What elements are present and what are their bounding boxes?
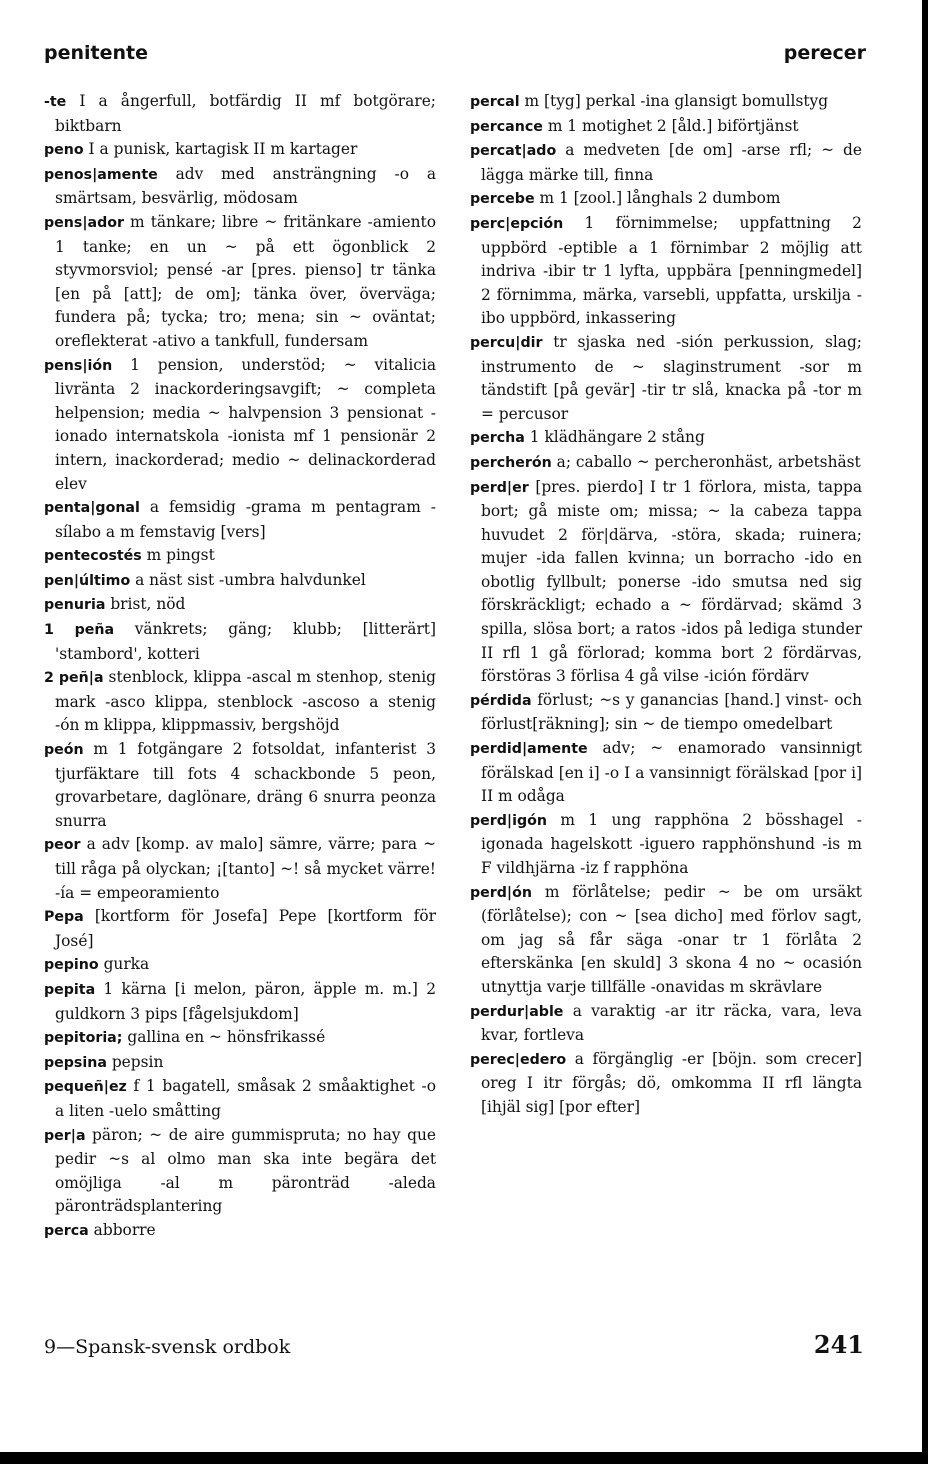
entry-definition: brist, nöd (110, 595, 186, 614)
entry-definition: m pingst (146, 546, 215, 565)
entry-definition: förlust; ~s y ganancias [hand.] vinst- och förlust[räkning]; sin ~ de tiempo omedelbart (481, 690, 862, 734)
entry-headword: percha (470, 430, 525, 447)
dictionary-entry (44, 163, 436, 211)
entry-definition: m [tyg] perkal -ina glansigt bomullstyg (524, 92, 829, 110)
dictionary-entry (44, 1026, 436, 1051)
entry-definition: 1 förnimmelse; uppfattning 2 uppbörd -eptible a 1 förnimbar 2 möjlig att indriva -ibir tr 1 lyfta, uppbära [penningmedel] 2 förnimma, märka, varsebli, uppfatta, urskilja -ibo uppbörd, inkassering (481, 213, 862, 328)
entry-definition: a adv [komp. av malo] sämre, värre; para ~ till råga på olyckan; ¡[tanto] ~! så mycket värre! -ía = empeoramiento (55, 835, 436, 902)
entry-headword: peor (44, 837, 81, 854)
entry-definition: f 1 bagatell, småsak 2 småaktighet -o a liten -uelo småtting (55, 1077, 436, 1120)
dictionary-entry (44, 833, 436, 905)
entry-headword: perdid|amente (470, 741, 588, 758)
dictionary-entry (470, 331, 862, 426)
entry-definition: vänkrets; gäng; klubb; [litterärt] 'stambord', kotteri (55, 620, 436, 663)
entry-headword: perdur|able (470, 1003, 564, 1020)
entry-headword: peón (44, 742, 84, 759)
dictionary-entry (470, 212, 862, 331)
dictionary-entry (44, 496, 436, 544)
scan-edge-bottom (0, 1452, 928, 1464)
entry-definition: adv; ~ enamorado vansinnigt förälskad [en i] -o I a vansinnigt förälskad [por i] II m odåga (481, 739, 862, 806)
entry-headword: 2 peñ|a (44, 670, 104, 687)
dictionary-entry (44, 1124, 436, 1219)
entry-headword: pérdida (470, 692, 532, 709)
dictionary-entry (44, 90, 436, 138)
entry-headword: pens|ión (44, 357, 113, 374)
entry-headword: pens|ador (44, 214, 124, 231)
dictionary-entry (44, 354, 436, 497)
entry-definition: tr sjaska ned -sión perkussion, slag; instrumento de ~ slaginstrument -sor m tändstift [på gevär] -tir tr slå, knacka på -tor m = percusor (481, 332, 862, 423)
entry-headword: percebe (470, 191, 535, 208)
dictionary-entry (470, 451, 862, 476)
entry-headword: per|a (44, 1127, 86, 1144)
entry-headword: Pepa (44, 909, 84, 926)
dictionary-entry (470, 1000, 862, 1048)
entry-definition: a femsidig -grama m pentagram -sílabo a m femstavig [vers] (55, 498, 436, 541)
dictionary-entry (470, 476, 862, 689)
entry-definition: 1 pension, understöd; ~ vitalicia livränta 2 inackorderingsavgift; ~ completa helpension; media ~ halvpension 3 pensionat -ionado internatskola -ionista mf 1 pensionär 2 intern, inackorderad; medio ~ delinackorderad elev (55, 355, 436, 493)
entry-definition: [kortform för Josefa] Pepe [kortform för José] (55, 907, 436, 950)
entry-headword: 1 peña (44, 622, 115, 639)
dictionary-entry (44, 544, 436, 569)
dictionary-entry (470, 187, 862, 212)
entry-definition: abborre (93, 1220, 156, 1239)
dictionary-entry (470, 90, 862, 115)
entry-definition: gurka (103, 955, 150, 974)
dictionary-entry (470, 737, 862, 809)
dictionary-entry (44, 138, 436, 163)
entry-definition: I a punisk, kartagisk II m kartager (88, 140, 358, 159)
entry-headword: percherón (470, 454, 552, 471)
entry-definition: adv med ansträngning -o a smärtsam, besvärlig, mödosam (55, 164, 436, 208)
dictionary-entry (44, 211, 436, 354)
entry-headword: pen|último (44, 572, 131, 589)
dictionary-entry (44, 666, 436, 738)
entry-headword: -te (44, 94, 67, 110)
entry-headword: percal (470, 94, 520, 110)
entry-headword: perd|ón (470, 884, 532, 901)
entry-definition: a medveten [de om] -arse rfl; ~ de lägga märke till, finna (481, 141, 862, 184)
entry-definition: m förlåtelse; pedir ~ be om ursäkt (förlåtelse); con ~ [sea dicho] med förlov sagt, om jag så får säga -onar tr 1 förlåta 2 efterskänka [en skuld] 3 skona 4 no ~ ocasión utnyttja varje tillfälle -onavidas m skrävlare (481, 882, 862, 996)
entry-definition: päron; ~ de aire gummispruta; no hay que pedir ~s al olmo man ska inte begära det omöjliga -al m päronträd -aleda päronträdsplantering (55, 1125, 436, 1216)
dictionary-entry (44, 1051, 436, 1076)
guide-word-right: perecer (783, 42, 866, 64)
entry-definition: 1 klädhängare 2 stång (529, 428, 705, 447)
entry-definition: m tänkare; libre ~ fritänkare -amiento 1 tanke; en un ~ på ett ögonblick 2 styvmorsviol; pensé -ar [pres. pienso] tr tänka [en på [att]; de om]; tänka över, överväga; fundera på; tycka; tro; mena; sin ~ oväntat; oreflekterat -ativo a tankfull, fundersam (55, 212, 436, 350)
entry-definition: a näst sist -umbra halvdunkel (135, 570, 366, 589)
dictionary-entry (470, 115, 862, 140)
dictionary-entry (470, 881, 862, 1000)
entry-definition: a; caballo ~ percheronhäst, arbetshäst (556, 452, 861, 471)
entry-headword: pepitoria; (44, 1030, 123, 1047)
entry-headword: penos|amente (44, 166, 158, 183)
entry-headword: perd|igón (470, 812, 547, 829)
entry-definition: m 1 fotgängare 2 fotsoldat, infanterist 3 tjurfäktare till fots 4 schackbonde 5 peon, grovarbetare, daglönare, dräng 6 snurra peonza snurra (55, 740, 436, 830)
entry-headword: penuria (44, 597, 106, 614)
dictionary-entry (44, 738, 436, 833)
page-number: 241 (813, 1330, 864, 1359)
column-right (470, 90, 862, 1120)
entry-definition: stenblock, klippa -ascal m stenhop, stenig mark -asco klippa, stenblock -ascoso a stenig -ón m klippa, klippmassiv, bergshöjd (55, 668, 436, 735)
entry-headword: peno (44, 142, 84, 159)
dictionary-entry (44, 978, 436, 1026)
column-left (44, 90, 436, 1244)
entry-headword: pepino (44, 957, 99, 974)
dictionary-entry (470, 809, 862, 881)
entry-headword: percat|ado (470, 143, 557, 160)
dictionary-entry (44, 569, 436, 594)
entry-headword: perd|er (470, 479, 529, 496)
entry-headword: pepita (44, 981, 96, 998)
dictionary-entry (44, 593, 436, 618)
dictionary-entry (44, 1219, 436, 1244)
entry-definition: gallina en ~ hönsfrikassé (127, 1028, 326, 1047)
entry-definition: [pres. pierdo] I tr 1 förlora, mista, tappa bort; gå miste om; missa; ~ la cabeza tappa huvudet 2 för|därva, -störa, skada; ruinera; mujer -ida fallen kvinna; un borracho -ido en obotlig fyllbult; ponerse -ido smutsa ned sig förskräckligt; echado a ~ fördärvad; skämd 3 spilla, slösa bort; a ratos -idos på lediga stunder II rfl 1 gå förlorad; komma bort 2 fördärvas, förstöras 3 förlisa 4 gå vilse -ición fördärv (481, 477, 862, 686)
dictionary-entry (44, 1075, 436, 1123)
dictionary-entry (44, 618, 436, 666)
dictionary-entry (44, 953, 436, 978)
entry-definition: m 1 ung rapphöna 2 bösshagel -igonada hagelskott -iguero rapphönshund -is m F vildhjärna -iz f rapphöna (481, 810, 862, 877)
entry-headword: perca (44, 1222, 89, 1239)
entry-headword: percance (470, 118, 543, 135)
entry-headword: penta|gonal (44, 500, 140, 517)
entry-definition: a förgänglig -er [böjn. som crecer] oreg I itr förgås; dö, omkomma II rfl längta [ihjäl sig] [por efter] (481, 1049, 862, 1116)
entry-definition: m 1 [zool.] långhals 2 dumbom (539, 189, 781, 208)
guide-word-left: penitente (44, 42, 148, 64)
entry-headword: perc|epción (470, 215, 564, 232)
dictionary-entry (470, 139, 862, 187)
entry-headword: pequeñ|ez (44, 1079, 127, 1096)
entry-headword: percu|dir (470, 334, 543, 351)
entry-definition: 1 kärna [i melon, päron, äpple m. m.] 2 guldkorn 3 pips [fågelsjukdom] (55, 979, 436, 1023)
entry-definition: m 1 motighet 2 [åld.] biförtjänst (547, 116, 799, 135)
scan-edge-right (922, 0, 928, 1464)
dictionary-entry (470, 426, 862, 451)
entry-definition: I a ångerfull, botfärdig II mf botgörare; biktbarn (55, 92, 436, 135)
entry-definition: pepsin (111, 1052, 164, 1071)
dictionary-entry (470, 1048, 862, 1120)
dictionary-entry (44, 905, 436, 953)
dictionary-entry (470, 689, 862, 737)
entry-headword: pepsina (44, 1054, 107, 1071)
printer-signature: 9—Spansk-svensk ordbok (44, 1336, 291, 1358)
entry-definition: a varaktig -ar itr räcka, vara, leva kvar, fortleva (481, 1001, 862, 1045)
entry-headword: perec|edero (470, 1051, 567, 1068)
entry-headword: pentecostés (44, 548, 142, 565)
